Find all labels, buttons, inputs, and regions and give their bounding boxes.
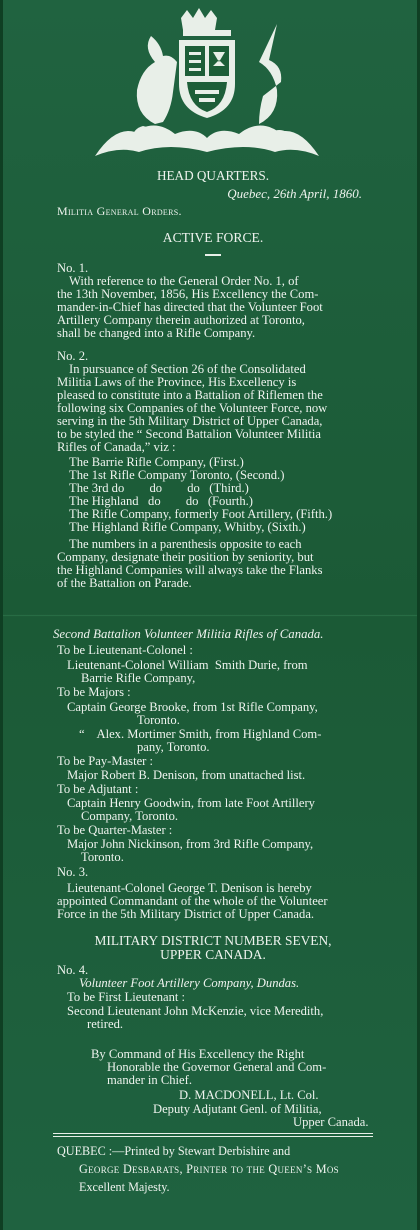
imprint-line: QUEBEC :—Printed by Stewart Derbishire and bbox=[57, 1144, 291, 1158]
page-title: HEAD QUARTERS. bbox=[156, 168, 270, 183]
district-heading: MILITARY DISTRICT NUMBER SEVEN, bbox=[94, 933, 332, 948]
order-1-line: shall be changed into a Rifle Company. bbox=[57, 326, 256, 340]
appointment-line: To be Quarter-Master : bbox=[57, 823, 173, 837]
imprint-rule bbox=[53, 1136, 373, 1137]
company-list-item: The Barrie Rifle Company, (First.) bbox=[69, 455, 244, 469]
order-3-line: Force in the 5th Military District of Upper Canada. bbox=[57, 907, 315, 921]
order-2-number: No. 2. bbox=[57, 349, 89, 363]
imprint-rule bbox=[53, 1133, 373, 1134]
order-1-line: the 13th November, 1856, His Excellency the Com- bbox=[57, 287, 319, 301]
imprint-line: George Desbarats, Printer to the Queen’s Mos bbox=[79, 1162, 339, 1176]
signature-line: Honorable the Governor General and Com- bbox=[107, 1060, 327, 1074]
district-subheading: UPPER CANADA. bbox=[160, 947, 266, 962]
order-3-number: No. 3. bbox=[57, 865, 89, 879]
order-4-line: retired. bbox=[87, 1017, 124, 1031]
appointment-line: Company, Toronto. bbox=[81, 809, 179, 823]
appointment-line: “ Alex. Mortimer Smith, from Highland Com- bbox=[79, 727, 322, 741]
section-divider bbox=[205, 254, 221, 256]
order-4-line: To be First Lieutenant : bbox=[67, 990, 186, 1004]
section-heading: ACTIVE FORCE. bbox=[162, 230, 264, 245]
imprint-line: Excellent Majesty. bbox=[79, 1180, 170, 1194]
order-2-line: following six Companies of the Volunteer Force, now bbox=[57, 401, 328, 415]
appointment-line: Major John Nickinson, from 3rd Rifle Company, bbox=[67, 837, 314, 851]
appointment-line: Captain Henry Goodwin, from late Foot Artillery bbox=[67, 796, 315, 810]
order-3-line: Lieutenant-Colonel George T. Denison is hereby bbox=[67, 881, 312, 895]
appointment-line: Captain George Brooke, from 1st Rifle Company, bbox=[67, 700, 318, 714]
company-list-item: The Rifle Company, formerly Foot Artillery, (Fifth.) bbox=[69, 507, 333, 521]
order-1-line: With reference to the General Order No. 1, of bbox=[69, 274, 299, 288]
battalion-heading: Second Battalion Volunteer Militia Rifles of Canada. bbox=[53, 627, 324, 641]
company-list-item: The 3rd do do do (Third.) bbox=[69, 481, 249, 495]
page-fold bbox=[3, 614, 417, 617]
royal-arms-crest-icon bbox=[95, 6, 319, 166]
appointment-line: To be Majors : bbox=[57, 685, 131, 699]
appointment-line: To be Lieutenant-Colonel : bbox=[57, 643, 193, 657]
company-list-item: The Highland do do (Fourth.) bbox=[69, 494, 253, 508]
order-1-number: No. 1. bbox=[57, 261, 89, 275]
order-2-note-line: Company, designate their position by seniority, but bbox=[57, 550, 314, 564]
order-2-line: pleased to constitute into a Battalion of Riflemen the bbox=[57, 388, 323, 402]
signature-line: By Command of His Excellency the Right bbox=[91, 1047, 305, 1061]
appointment-line: Major Robert B. Denison, from unattached list. bbox=[67, 768, 306, 782]
appointment-line: Toronto. bbox=[81, 850, 124, 864]
appointment-line: pany, Toronto. bbox=[137, 740, 210, 754]
order-2-line: Militia Laws of the Province, His Excellency is bbox=[57, 375, 297, 389]
orders-caption: Militia General Orders. bbox=[57, 204, 182, 218]
order-2-note-line: of the Battalion on Parade. bbox=[57, 576, 192, 590]
order-2-line: to be styled the “ Second Battalion Volunteer Militia bbox=[57, 427, 321, 441]
signature-name: D. MACDONELL, Lt. Col. bbox=[179, 1088, 319, 1102]
order-2-line: serving in the 5th Military District of Upper Canada, bbox=[57, 414, 323, 428]
appointment-line: To be Adjutant : bbox=[57, 782, 139, 796]
order-4-company: Volunteer Foot Artillery Company, Dundas. bbox=[79, 976, 300, 990]
company-list-item: The 1st Rifle Company Toronto, (Second.) bbox=[69, 468, 285, 482]
signature-title: Deputy Adjutant Genl. of Militia, bbox=[153, 1102, 322, 1116]
appointment-line: Toronto. bbox=[137, 713, 180, 727]
appointment-line: Barrie Rifle Company, bbox=[81, 671, 196, 685]
order-4-line: Second Lieutenant John McKenzie, vice Meredith, bbox=[67, 1004, 324, 1018]
order-2-line: Rifles of Canada,” viz : bbox=[57, 440, 176, 454]
order-4-number: No. 4. bbox=[57, 963, 89, 977]
dateline: Quebec, 26th April, 1860. bbox=[227, 186, 362, 201]
appointment-line: Lieutenant-Colonel William Smith Durie, from bbox=[67, 658, 308, 672]
order-1-line: mander-in-Chief has directed that the Volunteer Foot bbox=[57, 300, 323, 314]
appointment-line: To be Pay-Master : bbox=[57, 754, 153, 768]
signature-region: Upper Canada. bbox=[293, 1115, 369, 1129]
signature-line: mander in Chief. bbox=[107, 1073, 192, 1087]
order-3-line: appointed Commandant of the whole of the Volunteer bbox=[57, 894, 328, 908]
order-2-note-line: the Highland Companies will always take the Flanks bbox=[57, 563, 323, 577]
order-1-line: Artillery Company therein authorized at Toronto, bbox=[57, 313, 305, 327]
order-2-line: In pursuance of Section 26 of the Consolidated bbox=[69, 362, 306, 376]
order-2-note-line: The numbers in a parenthesis opposite to each bbox=[69, 537, 302, 551]
company-list-item: The Highland Rifle Company, Whitby, (Sixth.) bbox=[69, 520, 306, 534]
